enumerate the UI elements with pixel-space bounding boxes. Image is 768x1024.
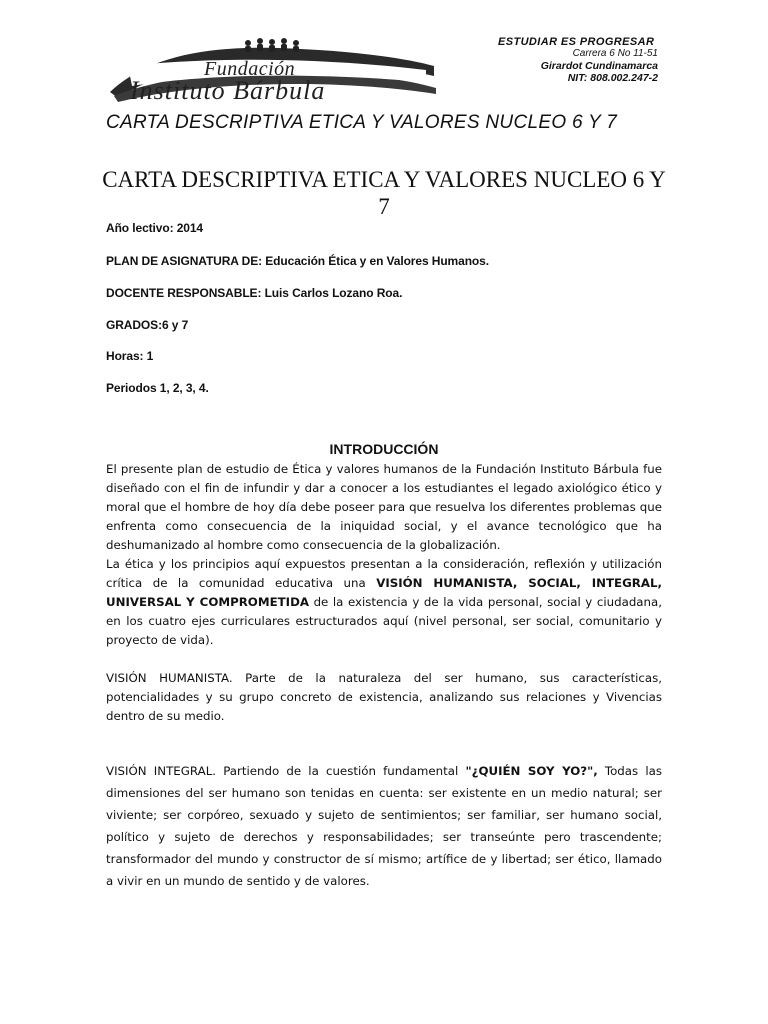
nit: NIT: 808.002.247-2 (567, 72, 658, 84)
institution-logo (108, 36, 438, 105)
intro-paragraph-1 (106, 460, 662, 555)
meta-hours: Horas: 1 (106, 349, 154, 363)
paragraph-part: La ética y los principios aquí expuestos presentan a la consideración, reflexión y utilización crítica de la comunidad educativa una (106, 557, 662, 590)
motto: ESTUDIAR ES PROGRESAR (498, 36, 655, 48)
paragraph-text (106, 760, 662, 892)
intro-paragraph-2 (106, 555, 662, 650)
city: Girardot Cundinamarca (540, 60, 658, 72)
paragraph-text: El presente plan de estudio de Ética y valores humanos de la Fundación Instituto Bárbula fue diseñado con el fin de infundir y dar a conocer a los estudiantes el legado axiológico ético y moral que el hombre de hoy día debe poseer para que resuelva los diferentes problemas que enfrenta como consecuencia de la iniquidad social, y el avance tecnológico que ha deshumanizado al hombre como consecuencia de la globalización. (106, 462, 662, 552)
contact-block (498, 36, 658, 84)
question-emphasis: "¿QUIÉN SOY YO?", (465, 764, 598, 778)
meta-teacher: DOCENTE RESPONSABLE: Luis Carlos Lozano Roa. (106, 286, 403, 300)
paragraph-part: Todas las dimensiones del ser humano son tenidas en cuenta: ser existente en un medio natural; ser viviente; ser corpóreo, sexuado y sujeto de sentimientos; ser familiar, ser humano social, político y sujeto de derechos y responsabilidades; ser transeúnte pero trascendente; transformador del mundo y constructor de sí mismo; artífice de y libertad; ser ético, llamado a vivir en un mundo de sentido y de valores. (106, 764, 662, 888)
vision-emphasis: VISIÓN HUMANISTA, SOCIAL, INTEGRAL, UNIVERSAL Y COMPROMETIDA (106, 576, 662, 609)
paragraph-part: VISIÓN INTEGRAL. Partiendo de la cuestión fundamental (106, 764, 466, 778)
page-title: CARTA DESCRIPTIVA ETICA Y VALORES NUCLEO 6 Y 7 (102, 167, 666, 219)
logo-text-instituto: Instituto Bárbula (130, 76, 326, 105)
meta-grades: GRADOS:6 y 7 (106, 318, 189, 332)
paragraph-text: VISIÓN HUMANISTA. Parte de la naturaleza del ser humano, sus características, potencialidades y su grupo concreto de existencia, analizando sus relaciones y Vivencias dentro de su medio. (106, 671, 662, 723)
intro-paragraph-4 (106, 760, 662, 892)
header-italic-title: CARTA DESCRIPTIVA ETICA Y VALORES NUCLEO 6 Y 7 (106, 112, 618, 133)
logo-text-fundacion: Fundación (204, 58, 296, 80)
address: Carrera 6 No 11-51 (572, 48, 658, 59)
meta-periods: Periodos 1, 2, 3, 4. (106, 381, 209, 395)
meta-plan: PLAN DE ASIGNATURA DE: Educación Ética y en Valores Humanos. (106, 254, 489, 268)
paragraph-text (106, 555, 662, 650)
section-heading-introduccion: INTRODUCCIÓN (329, 441, 439, 457)
intro-paragraph-3 (106, 669, 662, 726)
paragraph-part: de la existencia y de la vida personal, social y ciudadana, en los cuatro ejes curriculares estructurados aquí (nivel personal, ser social, comunitario y proyecto de vida). (106, 595, 662, 647)
meta-year: Año lectivo: 2014 (106, 221, 204, 235)
